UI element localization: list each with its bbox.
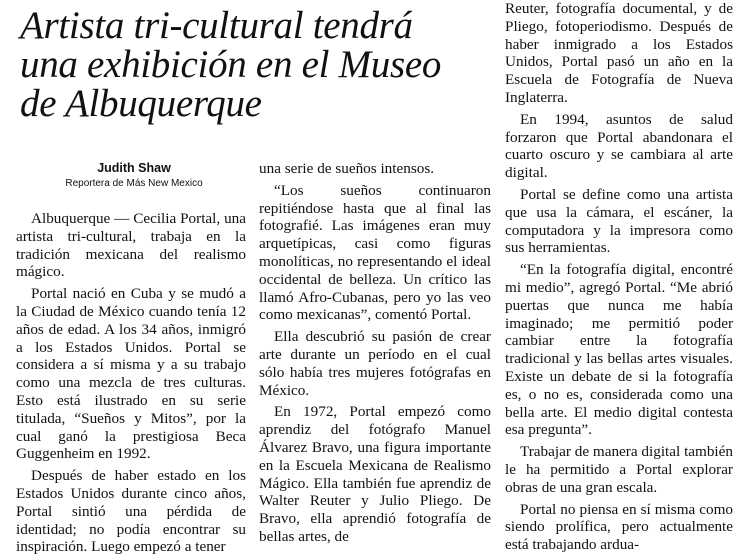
article-column-1 (16, 210, 246, 560)
paragraph: En 1994, asuntos de salud forzaron que Portal abandonara el cuarto oscuro y se cambiara al arte digital. (505, 110, 733, 182)
paragraph: Portal nació en Cuba y se mudó a la Ciudad de México cuando tenía 12 años de edad. A los 34 años, inmigró a los Estados Unidos. Portal se considera a sí misma y a su trabajo como una mezcla de tres culturas. Esto está ilustrado en su serie titulada, “Sueños y Mitos”, por la cual ganó la prestigiosa Beca Guggenheim en 1992. (16, 285, 246, 463)
paragraph: Ella descubrió su pasión de crear arte durante un período en el cual sólo había tres mujeres fotógrafas en México. (259, 328, 491, 399)
byline-role: Reportera de Más New Mexico (65, 178, 203, 189)
paragraph: Después de haber estado en los Estados Unidos durante cinco años, Portal sintió una pérdida de identidad; no podía encontrar su inspiración. Luego empezó a tener (16, 467, 246, 556)
headline (20, 6, 490, 123)
paragraph: Trabajar de manera digital también le ha permitido a Portal explorar obras de una gran escala. (505, 443, 733, 496)
headline-line: una exhibición en el Museo (20, 43, 442, 86)
article-column-3 (505, 0, 733, 558)
paragraph: “En la fotografía digital, encontré mi medio”, agregó Portal. “Me abrió puertas que nunca me había imaginado; me permitió poder cambiar entre la fotografía tradicional y las bellas artes visuales. Existe un debate de si la fotografía es, o no es, considerada como una bella arte. El medio digital contesta esa pregunta”. (505, 261, 733, 439)
paragraph: “Los sueños continuaron repitiéndose hasta que al final las fotografié. Las imágenes eran muy arquetípicas, casi como figuras monolíticas, no representando el ideal occidental de belleza. Un crítico las llamó Afro-Cubanas, pero yo las veo como mexicanas”, comentó Portal. (259, 181, 491, 324)
byline (20, 160, 248, 191)
headline-line: Artista tri-cultural tendrá (20, 4, 413, 47)
paragraph: Portal no piensa en sí misma como siendo prolífica, pero actualmente está trabajando ardua- (505, 500, 733, 554)
paragraph: En 1972, Portal empezó como aprendiz del fotógrafo Manuel Álvarez Bravo, una figura importante en la Escuela Mexicana de Realismo Mágico. Ella también fue aprendiz de Walter Reuter y Julio Pliego. De Bravo, ella aprendió fotografía de bellas artes, de (259, 403, 491, 545)
article-column-2 (259, 160, 491, 550)
paragraph: Albuquerque — Cecilia Portal, una artista tri-cultural, trabaja en la tradición mexicana del realismo mágico. (16, 210, 246, 281)
paragraph: Portal se define como una artista que usa la cámara, el escáner, la computadora y la impresora como sus herramientas. (505, 185, 733, 257)
paragraph: Reuter, fotografía documental, y de Pliego, fotoperiodismo. Después de haber inmigrado a los Estados Unidos, Portal pasó un año en la Escuela de Fotografía de Nueva Inglaterra. (505, 0, 733, 106)
byline-author: Judith Shaw (97, 161, 171, 175)
headline-line: de Albuquerque (20, 82, 262, 125)
paragraph: una serie de sueños intensos. (259, 160, 435, 177)
